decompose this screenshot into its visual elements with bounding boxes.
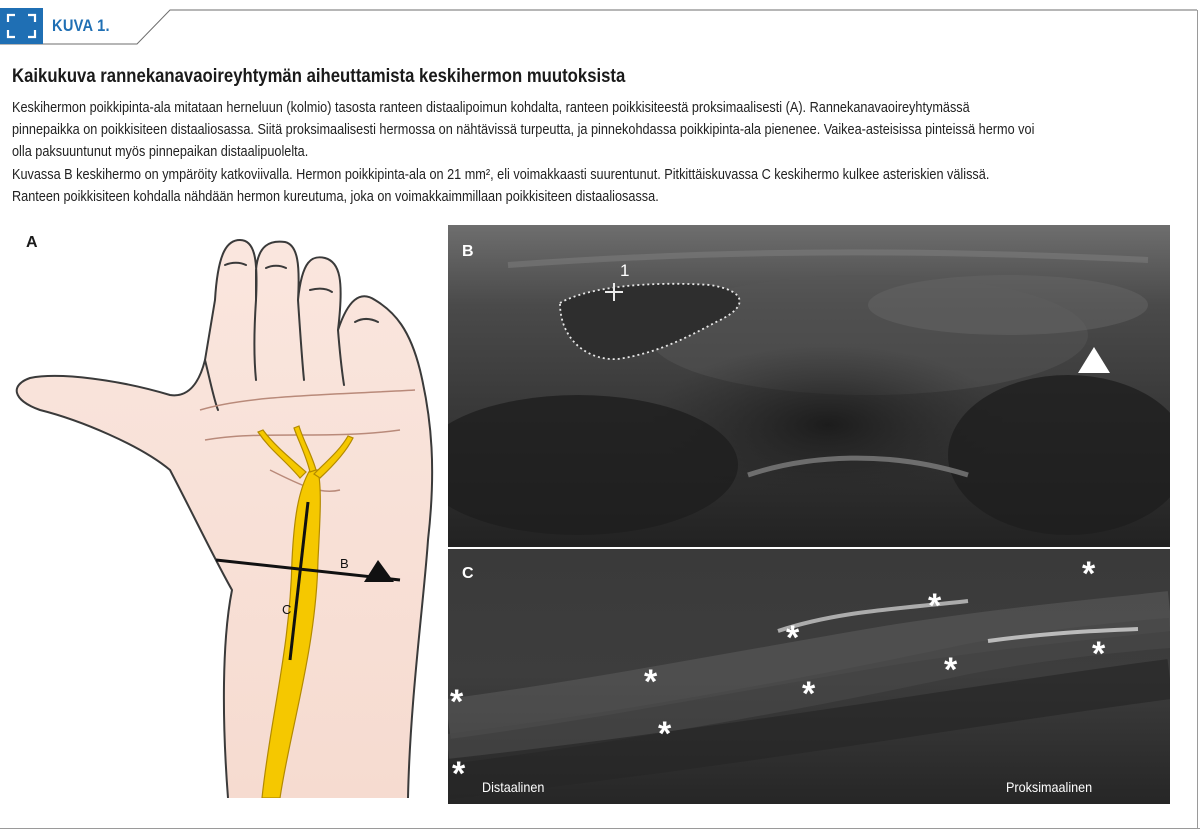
ultrasound-image-c <box>448 549 1170 804</box>
ultrasound-image-b <box>448 225 1170 547</box>
asterisk-marker: * <box>802 675 816 713</box>
caliper-marker: 1 <box>620 261 630 280</box>
figure-header-frame <box>0 0 1200 60</box>
asterisk-marker: * <box>1082 555 1096 593</box>
ultrasound-texture-b <box>448 225 1170 547</box>
figure-caption <box>12 97 1158 208</box>
panel-c-label: C <box>462 565 474 582</box>
asterisk-marker: * <box>786 619 800 657</box>
figure-title: Kaikukuva rannekanavaoireyhtymän aiheuttamista keskihermon muutoksista <box>12 66 626 87</box>
caption-line: olla paksuuntunut myös pinnepaikan distaalipuolelta. <box>12 144 309 161</box>
caption-line: Ranteen poikkisiteen kohdalla nähdään hermon kureutuma, joka on voimakkaimmillaan poikkisiteen distaaliosassa. <box>12 188 659 205</box>
expand-figure-button[interactable] <box>0 8 43 44</box>
figure-border-bottom <box>0 828 1200 829</box>
figure-border-right <box>1197 10 1198 829</box>
asterisk-marker: * <box>928 587 942 625</box>
caption-line: Kuvassa B keskihermo on ympäröity katkoviivalla. Hermon poikkipinta-ala on 21 mm², eli voimakkaasti suurentunut. Pitkittäiskuvassa C keskihermo kulkee asteriskien välissä. <box>12 166 990 183</box>
panel-a-label: A <box>26 234 38 251</box>
hand-illustration <box>10 228 440 798</box>
caption-line: Keskihermon poikkipinta-ala mitataan herneluun (kolmio) tasosta ranteen distaalipoimun kohdalta, ranteen poikkisiteestä proksimaalisesti (A). Rannekanavaoireyhtymässä <box>12 100 970 116</box>
expand-icon <box>0 8 43 44</box>
asterisk-marker: * <box>452 755 466 793</box>
proximal-label: Proksimaalinen <box>1006 779 1093 795</box>
asterisk-marker: * <box>1092 635 1106 673</box>
figure-label: KUVA 1. <box>52 16 110 35</box>
line-b-label: B <box>340 556 349 571</box>
asterisk-marker: * <box>658 715 672 753</box>
caption-line: pinnepaikka on poikkisiteen distaaliosassa. Siitä proksimaalisesti hermossa on nähtävissä turpeutta, ja pinnekohdassa poikkipinta-ala pienenee. Vaikea-asteisissa pinteissä hermo voi <box>12 122 1035 139</box>
asterisk-marker: * <box>450 683 464 721</box>
asterisk-marker: * <box>944 651 958 689</box>
distal-label: Distaalinen <box>482 779 545 795</box>
panel-b-label: B <box>462 243 474 260</box>
line-c-label: C <box>282 602 292 617</box>
asterisk-marker: * <box>644 663 658 701</box>
